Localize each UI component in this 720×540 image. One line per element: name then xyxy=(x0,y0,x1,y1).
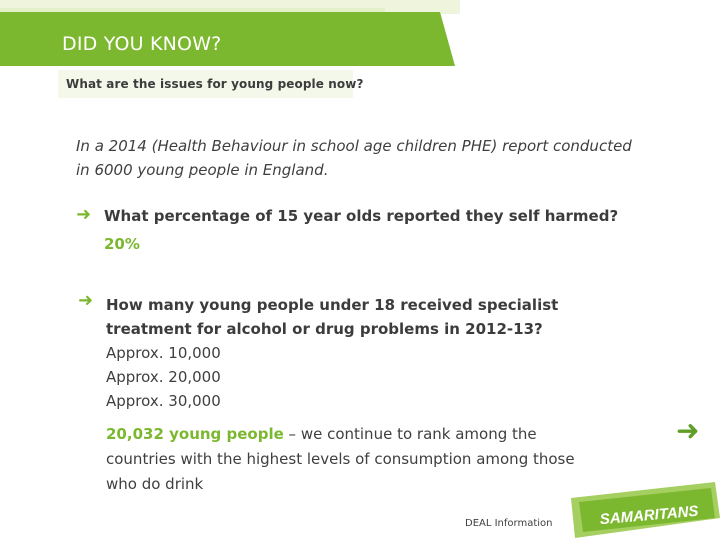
question-1: What percentage of 15 year olds reported they self harmed? xyxy=(104,207,619,225)
option-item: Approx. 20,000 xyxy=(106,368,221,386)
option-item: Approx. 30,000 xyxy=(106,392,221,410)
logo-text: SAMARITANS xyxy=(599,502,700,529)
answer-options xyxy=(106,341,221,413)
arrow-right-icon: ➜ xyxy=(78,290,94,311)
next-arrow-icon[interactable]: ➜ xyxy=(676,414,700,447)
question-2: How many young people under 18 received specialist treatment for alcohol or drug problems in 2012-13? xyxy=(106,296,559,338)
page-subtitle: What are the issues for young people now? xyxy=(66,77,364,91)
page-title: DID YOU KNOW? xyxy=(62,33,222,55)
option-item: Approx. 10,000 xyxy=(106,344,221,362)
answer-1: 20% xyxy=(104,235,140,253)
samaritans-logo xyxy=(565,478,720,540)
answer-2-highlight: 20,032 young people xyxy=(106,425,284,443)
arrow-right-icon: ➜ xyxy=(76,204,92,225)
answer-2-text: – we continue to rank among the countries with the highest levels of consumption among those who do drink xyxy=(106,425,575,493)
footer-credit: DEAL Information xyxy=(465,518,553,529)
answer-2 xyxy=(106,422,586,497)
intro-text: In a 2014 (Health Behaviour in school age children PHE) report conducted in 6000 young people in England. xyxy=(76,137,632,179)
